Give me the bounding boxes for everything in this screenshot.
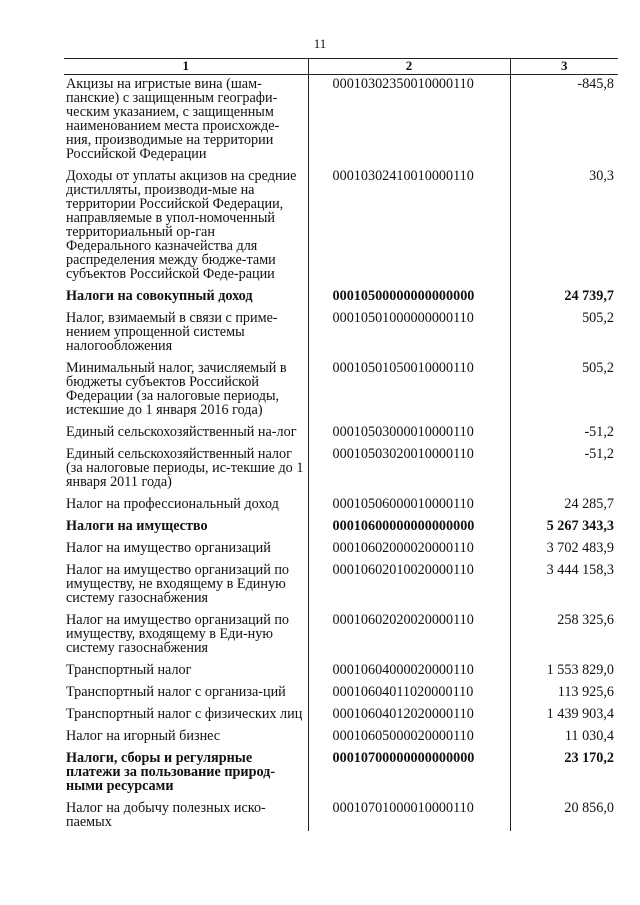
- amount-cell: 505,2: [582, 310, 614, 326]
- amount-cell: 11 030,4: [564, 728, 614, 744]
- budget-code-cell: 00010302350010000110: [308, 75, 510, 170]
- table-row: [64, 663, 618, 685]
- table-row: [64, 361, 618, 425]
- item-name-cell: Единый сельскохозяйственный на-лог: [64, 425, 308, 447]
- item-name-cell: Налог на добычу полезных иско-паемых: [64, 801, 308, 831]
- table-row: [64, 685, 618, 707]
- budget-code-cell: 00010501000000000110: [308, 311, 510, 361]
- budget-code-cell: 00010604011020000110: [308, 685, 510, 707]
- table-row: [64, 425, 618, 447]
- item-name-cell: Доходы от уплаты акцизов на средние дистилляты, производи-мые на территории Российской Федерации, направляемые в упол-номоченный территориальный ор-ган Федерального казначейства для распределения между бюдже-тами субъектов Российской Феде-рации: [64, 169, 308, 289]
- budget-code-cell: 00010602010020000110: [308, 563, 510, 613]
- table-row: [64, 707, 618, 729]
- amount-cell: -845,8: [577, 76, 614, 92]
- table-row: [64, 613, 618, 663]
- budget-code-cell: 00010500000000000000: [308, 289, 510, 311]
- item-name-cell: Налог на имущество организаций: [64, 541, 308, 563]
- budget-code-cell: 00010604012020000110: [308, 707, 510, 729]
- item-name-cell: Транспортный налог с физических лиц: [64, 707, 308, 729]
- amount-cell: 30,3: [589, 168, 614, 184]
- budget-code-cell: 00010600000000000000: [308, 519, 510, 541]
- amount-cell: -51,2: [584, 424, 614, 440]
- table-row: [64, 497, 618, 519]
- item-name-cell: Транспортный налог с организа-ций: [64, 685, 308, 707]
- column-header-1: 1: [64, 59, 308, 75]
- budget-code-cell: 00010501050010000110: [308, 361, 510, 425]
- table-row: [64, 289, 618, 311]
- item-name-cell: Налог на имущество организаций по имуществу, входящему в Еди-ную систему газоснабжения: [64, 613, 308, 663]
- item-name-cell: Налог на профессиональный доход: [64, 497, 308, 519]
- budget-code-cell: 00010701000010000110: [308, 801, 510, 831]
- amount-cell: 5 267 343,3: [546, 518, 614, 534]
- budget-code-cell: 00010602020020000110: [308, 613, 510, 663]
- item-name-cell: Минимальный налог, зачисляемый в бюджеты субъектов Российской Федерации (за налоговые периоды, истекшие до 1 января 2016 года): [64, 361, 308, 425]
- table-row: [64, 729, 618, 751]
- amount-cell: 20 856,0: [564, 800, 614, 816]
- item-name-cell: Налоги на имущество: [64, 519, 308, 541]
- amount-cell: 24 739,7: [564, 288, 614, 304]
- item-name-cell: Налоги на совокупный доход: [64, 289, 308, 311]
- budget-code-cell: 00010506000010000110: [308, 497, 510, 519]
- budget-code-cell: 00010503020010000110: [308, 447, 510, 497]
- table-row: [64, 519, 618, 541]
- table-header: [64, 59, 618, 75]
- amount-cell: 258 325,6: [557, 612, 614, 628]
- item-name-cell: Налог на имущество организаций по имуществу, не входящему в Единую систему газоснабжения: [64, 563, 308, 613]
- item-name-cell: Налог, взимаемый в связи с приме-нением упрощенной системы налогообложения: [64, 311, 308, 361]
- column-header-3: 3: [510, 59, 618, 75]
- amount-cell: 3 702 483,9: [546, 540, 614, 556]
- budget-code-cell: 00010700000000000000: [308, 751, 510, 801]
- amount-cell: -51,2: [584, 446, 614, 462]
- budget-code-cell: 00010605000020000110: [308, 729, 510, 751]
- table-row: [64, 75, 618, 170]
- table-row: [64, 541, 618, 563]
- budget-code-cell: 00010602000020000110: [308, 541, 510, 563]
- page-number: 11: [313, 36, 327, 51]
- table-row: [64, 311, 618, 361]
- header-row: [64, 59, 618, 75]
- amount-cell: 1 439 903,4: [546, 706, 614, 722]
- item-name-cell: Транспортный налог: [64, 663, 308, 685]
- budget-code-cell: 00010302410010000110: [308, 169, 510, 289]
- table-row: [64, 563, 618, 613]
- amount-cell: 1 553 829,0: [546, 662, 614, 678]
- table-body: [64, 75, 618, 832]
- item-name-cell: Налоги, сборы и регулярные платежи за пользование природ-ными ресурсами: [64, 751, 308, 801]
- table-row: [64, 751, 618, 801]
- item-name-cell: Единый сельскохозяйственный налог (за налоговые периоды, ис-текшие до 1 января 2011 года): [64, 447, 308, 497]
- budget-revenue-table: [64, 58, 618, 831]
- table-row: [64, 169, 618, 289]
- item-name-cell: Налог на игорный бизнес: [64, 729, 308, 751]
- table-row: [64, 447, 618, 497]
- budget-code-cell: 00010503000010000110: [308, 425, 510, 447]
- column-header-2: 2: [308, 59, 510, 75]
- amount-cell: 113 925,6: [557, 684, 614, 700]
- item-name-cell: Акцизы на игристые вина (шам-панские) с защищенным географи-ческим указанием, с защищенным наименованием места происхожде-ния, производимые на территории Российской Федерации: [64, 75, 308, 170]
- table-row: [64, 801, 618, 831]
- amount-cell: 3 444 158,3: [546, 562, 614, 578]
- budget-code-cell: 00010604000020000110: [308, 663, 510, 685]
- amount-cell: 505,2: [582, 360, 614, 376]
- amount-cell: 23 170,2: [564, 750, 614, 766]
- amount-cell: 24 285,7: [564, 496, 614, 512]
